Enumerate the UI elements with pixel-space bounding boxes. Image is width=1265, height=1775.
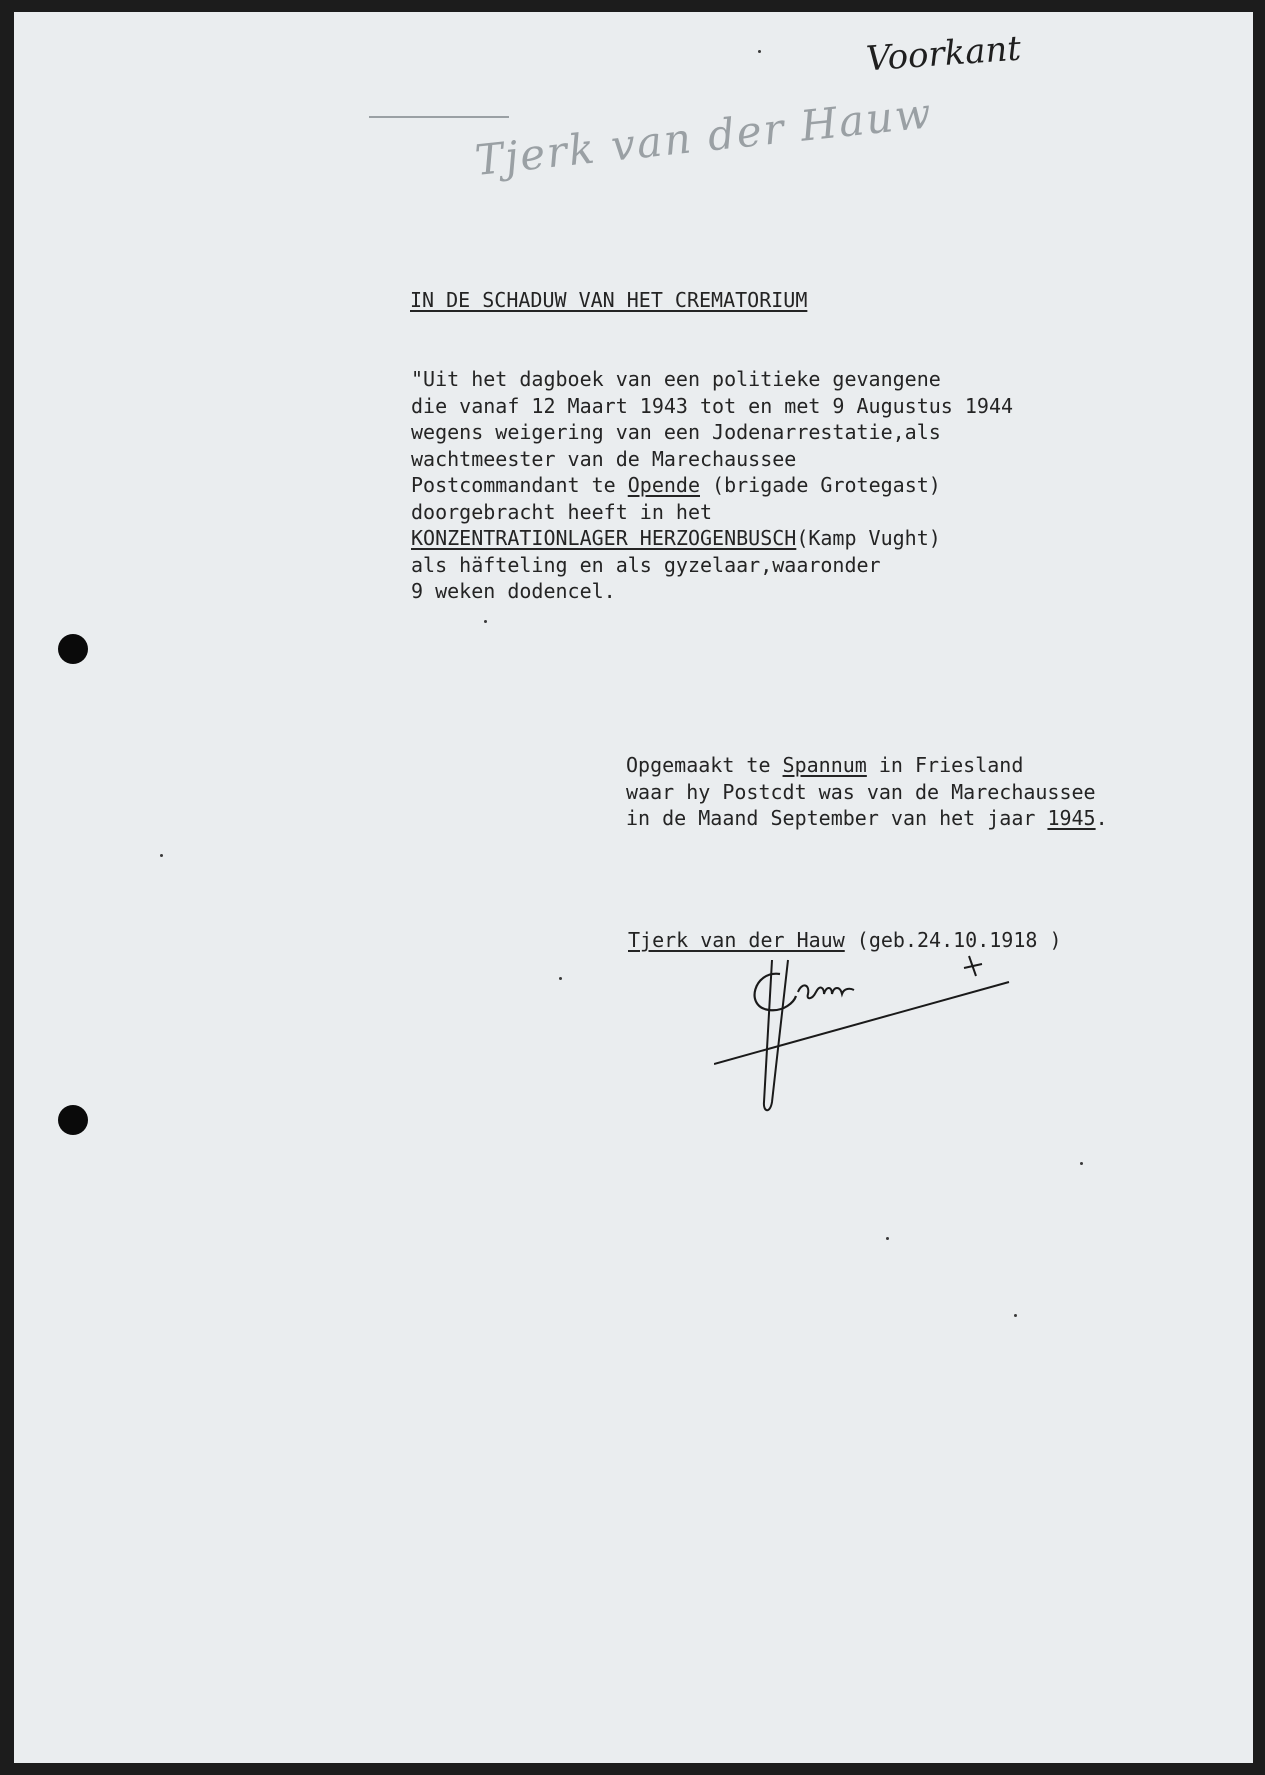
- place-spannum: Spannum: [782, 753, 867, 777]
- handwritten-signature: [714, 952, 1014, 1132]
- place-line: [626, 752, 1108, 779]
- body-line: doorgebracht heeft in het: [411, 499, 713, 524]
- signer-name: Tjerk van der Hauw: [628, 928, 845, 952]
- body-line: als häfteling en als gyzelaar,waaronder: [411, 552, 881, 577]
- handwritten-name-note: Tjerk van der Hauw: [472, 88, 936, 185]
- punch-hole-bottom: [58, 1105, 88, 1135]
- place-text-span: in Friesland: [866, 753, 1024, 777]
- place-text-span: Opgemaakt te: [626, 753, 783, 777]
- body-line: [411, 525, 1013, 552]
- body-text-span: (Kamp Vught): [796, 526, 941, 550]
- body-line: 9 weken dodencel.: [411, 579, 616, 603]
- place-text-span: .: [1095, 806, 1108, 830]
- signer-line: [628, 927, 1062, 954]
- place-date-block: [626, 752, 1108, 832]
- camp-name: KONZENTRATIONLAGER HERZOGENBUSCH: [411, 526, 797, 550]
- handwritten-side-note: Voorkant: [864, 28, 1023, 80]
- body-text: [411, 366, 1013, 605]
- body-line: wachtmeester van de Marechaussee: [411, 446, 797, 471]
- document-title: [410, 287, 807, 314]
- place-text-span: in de Maand September van het jaar: [626, 806, 1048, 830]
- speck: [1080, 1162, 1083, 1165]
- body-line: wegens weigering van een Jodenarrestatie,als: [411, 420, 941, 444]
- speck: [886, 1237, 889, 1240]
- body-line: [411, 472, 1013, 499]
- body-line: "Uit het dagboek van een politieke gevangene: [411, 367, 941, 391]
- title-text: IN DE SCHADUW VAN HET CREMATORIUM: [410, 288, 808, 312]
- body-text-span: (brigade Grotegast): [700, 473, 941, 497]
- place-line: waar hy Postcdt was van de Marechaussee: [626, 779, 1096, 804]
- body-line: die vanaf 12 Maart 1943 tot en met 9 Augustus 1944: [411, 393, 1014, 418]
- speck: [484, 620, 487, 623]
- speck: [758, 50, 761, 53]
- pencil-line: [369, 116, 509, 118]
- speck: [559, 977, 562, 980]
- signer-birth: (geb.24.10.1918 ): [844, 928, 1062, 952]
- speck: [160, 854, 163, 857]
- place-opende: Opende: [627, 473, 700, 497]
- punch-hole-top: [58, 634, 88, 664]
- place-line: [626, 805, 1108, 832]
- speck: [1014, 1314, 1017, 1317]
- year: 1945: [1047, 806, 1096, 830]
- body-text-span: Postcommandant te: [411, 473, 628, 497]
